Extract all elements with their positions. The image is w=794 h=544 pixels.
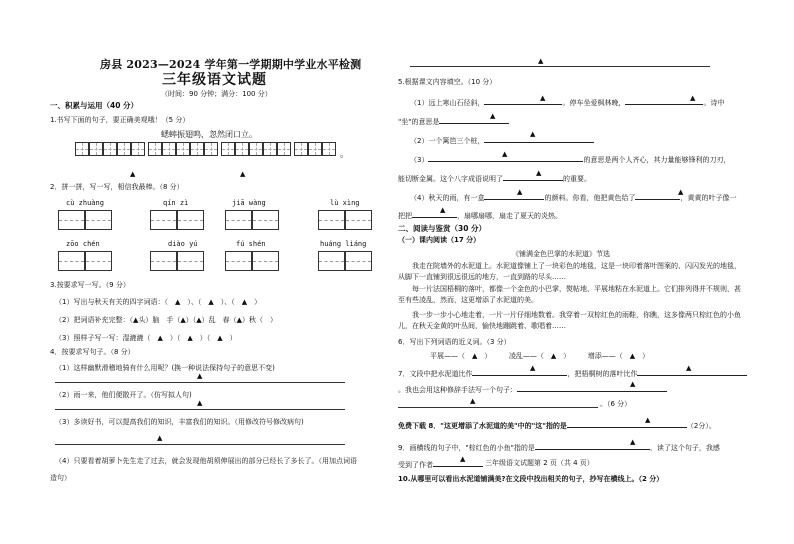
pinyin-box[interactable] <box>225 210 279 230</box>
question-6: 6．写出下列词语的近义词。（3 分） <box>398 338 511 346</box>
question-4-3: （3）多读好书，可以提高我们的知识，丰富我们的知识。（用修改符号修改病句) <box>55 418 304 426</box>
question-5-3-continued: 能切断金属。这个八字成语说明了 的重要。 <box>398 175 591 183</box>
answer-marker: ▲ <box>690 94 696 102</box>
answer-marker: ▲ <box>630 438 636 446</box>
answer-marker: ▲ <box>517 188 523 196</box>
question-2: 2．拼一拼，写一写，相信我最棒。（8 分） <box>50 183 184 191</box>
question-1: 1.书写下面的句子，要正确美观哦！（5 分） <box>50 116 190 124</box>
pinyin-box[interactable] <box>58 210 112 230</box>
pinyin-label: fú shén <box>236 240 266 248</box>
answer-marker: ▲ <box>470 397 476 405</box>
answer-marker: ▲ <box>502 150 508 158</box>
answer-marker: ▲ <box>157 434 163 442</box>
question-5-1-meaning: "坐"的意思是 <box>398 116 509 126</box>
answer-marker: ▲ <box>240 170 246 178</box>
answer-marker: ▲ <box>197 372 203 380</box>
question-8: 免费下载 8．"这更增添了水泥道的美"中的"这"指的是 （2分）。 <box>398 422 716 430</box>
question-7: 7．文段中把水泥道比作 ，把梧桐树的落叶比作 <box>398 368 747 378</box>
pinyin-label: cù zhuàng <box>66 199 104 207</box>
question-5-2: （2）一个篱笆三个桩， <box>410 135 594 145</box>
question-1-sentence: 蟋蟀振翅鸣，忽然闭口立。 <box>161 130 257 139</box>
question-4-4-continued: 造句） <box>50 474 71 482</box>
question-5-4-continued: 把把 ，扇哪扇哪，扇走了夏天的炎热。 <box>398 212 562 220</box>
answer-marker: ▲ <box>538 57 544 65</box>
pinyin-label: jiā wàng <box>232 199 266 207</box>
answer-marker: ▲ <box>536 169 542 177</box>
answer-line[interactable] <box>55 444 345 445</box>
question-4-1: （1）这样幽默滑稽地骑有什么用呢？(换一种说法保持句子的意思不变) <box>55 364 275 372</box>
question-4-4: （4）只要看着胡萝卜先生走了过去，就会发现他胡须伸展出的部分已经长了多长了。（用加点词语 <box>55 457 357 465</box>
answer-marker: ▲ <box>530 364 536 372</box>
question-10: 10.从哪里可以看出水泥道铺满美?在文段中找出相关的句子，抄写在横线上。（2 分） <box>398 475 664 483</box>
question-4: 4．按要求写句子。（8 分） <box>50 348 135 356</box>
pinyin-box[interactable] <box>150 210 204 230</box>
subsection-heading: （一）课内阅读（17 分） <box>398 236 481 244</box>
pinyin-label: huáng liáng <box>320 240 367 248</box>
pinyin-box[interactable] <box>225 251 279 271</box>
question-3: 3.按要求写一写。（9 分） <box>50 281 130 289</box>
section-1-heading: 一、积累与运用（40 分） <box>50 101 139 110</box>
page-footer: 三年级语文试题第 2 页（共 4 页） <box>485 459 594 467</box>
passage-title: 《铺满金色巴掌的水泥道》节选 <box>512 250 610 258</box>
question-3-2: （2）把词语补充完整：（▲头）脑 手（▲）（▲）乱 春（▲）秋（ ） <box>55 316 277 324</box>
pinyin-box[interactable] <box>318 251 372 271</box>
question-7-continued: 。我也会用这种修辞手法写一个句子： <box>398 384 667 394</box>
exam-title: 房县 2023—2024 学年第一学期期中学业水平检测 <box>100 58 362 71</box>
sentence-dot: 。 <box>340 150 350 160</box>
answer-marker: ▲ <box>490 112 496 120</box>
answer-marker: ▲ <box>686 364 692 372</box>
question-7-score: 。（6 分） <box>600 400 632 408</box>
answer-marker: ▲ <box>197 399 203 407</box>
question-3-3: （3）照样子写一写：湿漉漉（ ▲ ）（ ▲ ）（ ▲ ） <box>55 334 237 342</box>
question-5-3: （3） 的意思是两个人齐心，其力量能够锋利的刀刃， <box>410 156 731 164</box>
exam-subtitle: 三年级语文试题 <box>162 72 267 88</box>
passage-paragraph: 每一片法国梧桐的落叶，都像一个金色的小巴掌，熨帖地、平展地粘在水泥道上。它们排列得并不规则，甚至有些凌乱，然而，这更增添了水泥道的美。 <box>398 285 741 304</box>
question-6-items: 平展——（ ▲ ） 凌乱——（ ▲ ） 增添——（ ▲ ） <box>430 352 650 360</box>
pinyin-label: diào yú <box>168 240 198 248</box>
question-4-2: （2）雨一来，他们便散开了。（仿写拟人句) <box>55 391 192 399</box>
pinyin-box[interactable] <box>318 210 372 230</box>
exam-meta: （时间：90 分钟；满分：100 分） <box>161 90 272 98</box>
pinyin-box[interactable] <box>58 251 112 271</box>
answer-line[interactable] <box>55 382 345 383</box>
answer-line[interactable] <box>410 66 710 67</box>
pinyin-box[interactable] <box>150 251 204 271</box>
answer-marker: ▲ <box>440 206 446 214</box>
answer-line[interactable] <box>55 409 345 410</box>
answer-marker: ▲ <box>540 94 546 102</box>
answer-marker: ▲ <box>645 416 651 424</box>
question-3-1: （1）写出与秋天有关的四字词语：（ ▲ ）、（ ▲ ）、（ ▲ ） <box>55 298 262 306</box>
question-5: 5.根据课文内容填空。（10 分） <box>398 78 497 86</box>
answer-marker: ▲ <box>460 455 466 463</box>
answer-marker: ▲ <box>678 188 684 196</box>
passage-paragraph: 我一步一步小心地走着，一片一片仔细地数着。我穿着一双棕红色的雨鞋，你瞧，这多像两只棕红色的小鱼儿，在秋天金黄的叶丛间，愉快地蹦跳着、歌唱着…… <box>398 311 741 330</box>
section-2-heading: 二、阅读与鉴赏（30 分） <box>398 224 487 233</box>
answer-marker: ▲ <box>130 170 136 178</box>
writing-grid[interactable] <box>75 142 336 156</box>
question-9-continued: 受到了作者 <box>398 459 483 469</box>
pinyin-label: lù xìng <box>330 199 360 207</box>
question-5-1: （1）远上寒山石径斜， 。停车坐爱枫林晚， 。诗中 <box>410 99 725 107</box>
passage-paragraph: 我走在院墙外的水泥道上。水泥道像铺上了一块彩色的地毯，这是一块印着落叶图案的、闪闪发光的地毯，从脚下一直铺到很远很远的地方，一直到路的尽头…… <box>398 262 741 281</box>
pinyin-label: qín zì <box>163 199 189 207</box>
question-5-4: （4）秋天的雨，有一盒 的颜料。你看，他把黄色给了 ，黄黄的叶子像一 <box>410 194 737 202</box>
answer-marker: ▲ <box>630 380 636 388</box>
answer-line[interactable] <box>398 407 598 408</box>
pinyin-label: zōo chén <box>66 240 100 248</box>
question-9: 9．画横线的句子中，"棕红色的小鱼"指的是 ，读了这个句子，我感 <box>398 444 720 452</box>
answer-marker: ▲ <box>530 130 536 138</box>
